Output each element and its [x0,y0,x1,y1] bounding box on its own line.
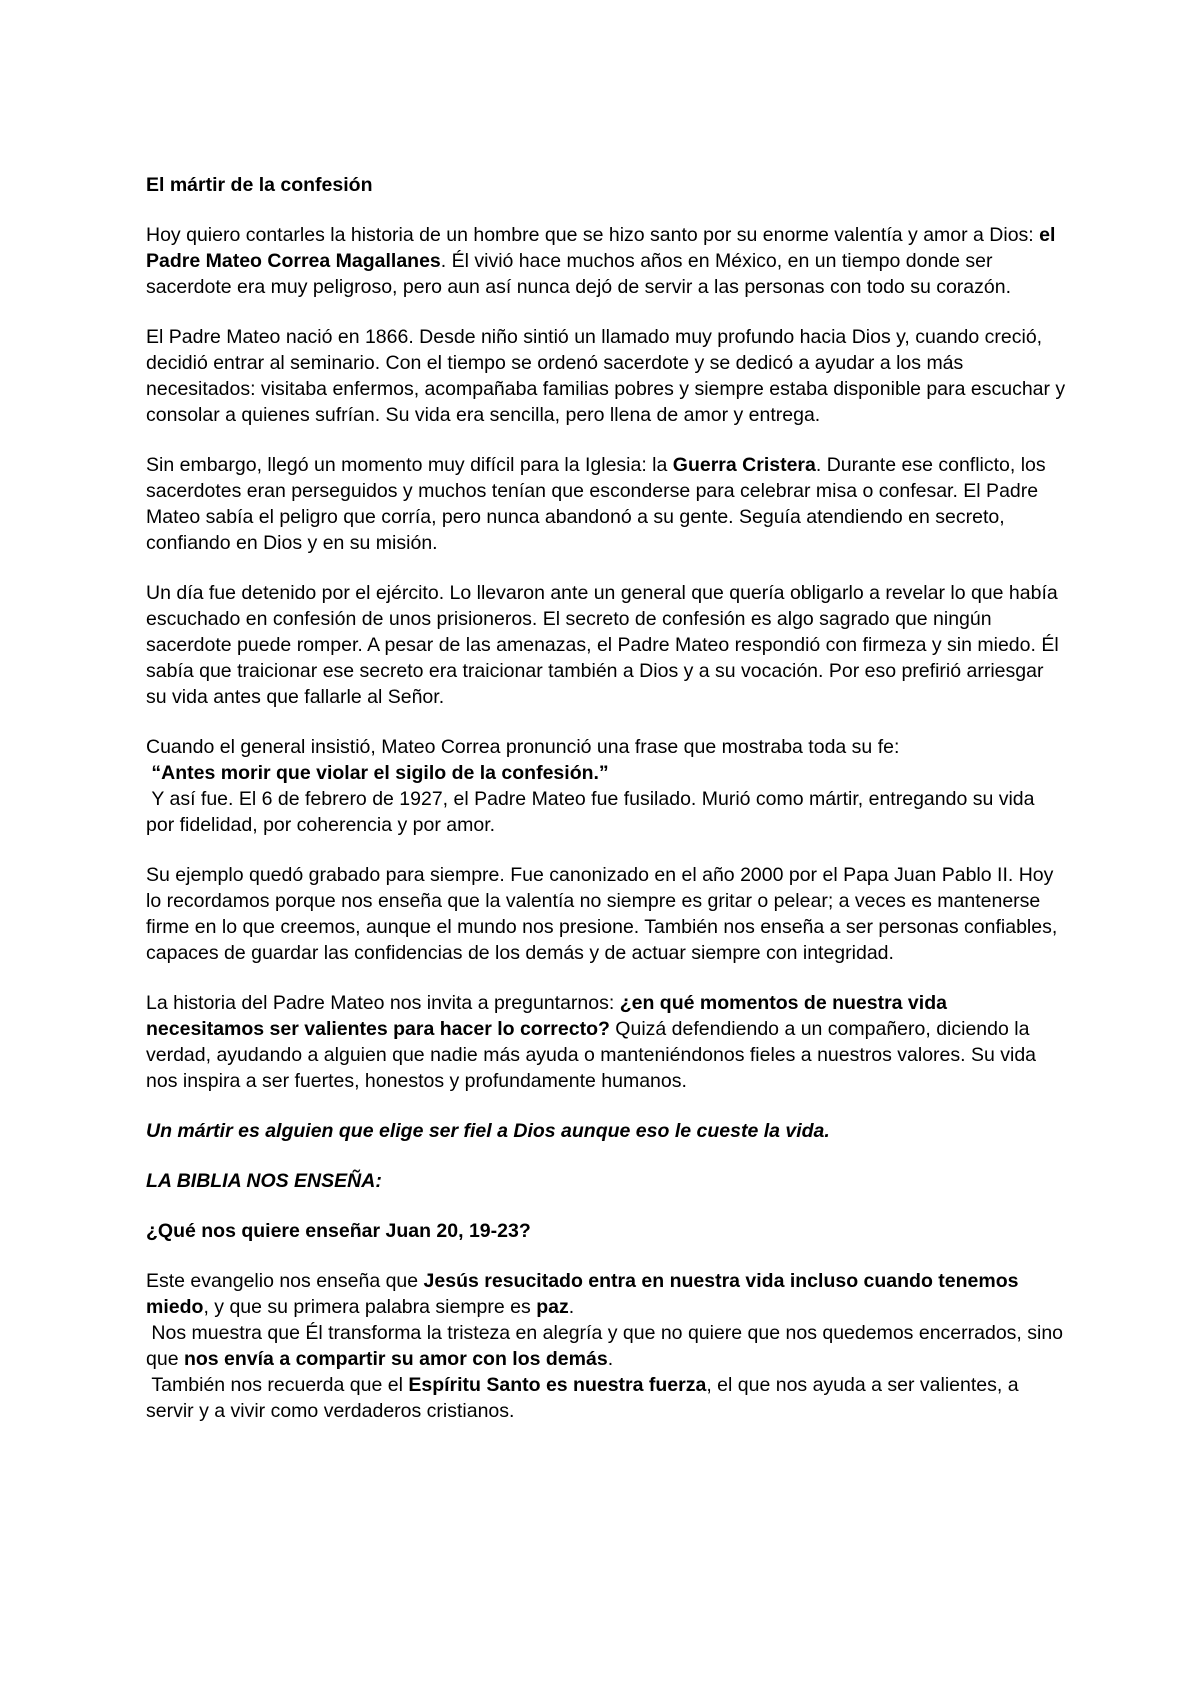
text-run: La historia del Padre Mateo nos invita a preguntarnos: [146,992,620,1014]
bold-phrase: Jesús resucitado entra en nuestra vida incluso cuando tenemos miedo [146,1270,1019,1318]
paragraph-gospel-2 [146,1320,1069,1372]
text-run: Quizá defendiendo a un compañero, diciendo la verdad, ayudando a alguien que nadie más ayuda o manteniéndonos fieles a nuestros valores. Su vida nos inspira a ser fuertes, honestos y profundamente humanos. [146,1018,1037,1092]
gospel-question: ¿Qué nos quiere enseñar Juan 20, 19-23? [146,1220,531,1242]
text-run: , y que su primera palabra siempre es [203,1296,537,1318]
bold-phrase: Espíritu Santo es nuestra fuerza [408,1374,707,1396]
paragraph-gospel [146,1268,1066,1320]
paragraph-reflection [146,990,1066,1094]
text-run: . [568,1296,575,1318]
bold-term: Guerra Cristera [672,454,816,476]
text-run: Hoy quiero contarles la historia de un hombre que se hizo santo por su enorme valentía y amor a Dios: [146,224,1040,246]
document-page [146,172,1069,1424]
text-run: . Él vivió hace muchos años en México, en un tiempo donde ser sacerdote era muy peligroso, pero aun así nunca dejó de servir a las personas con todo su corazón. [146,250,1012,298]
bold-phrase: nos envía a compartir su amor con los demás [183,1348,608,1370]
text-run: También nos recuerda que el [146,1374,409,1396]
martyr-definition: Un mártir es alguien que elige ser fiel a Dios aunque eso le cueste la vida. [146,1120,830,1142]
text-run: , el que nos ayuda a ser valientes, a servir y a vivir como verdaderos cristianos. [146,1374,1024,1422]
paragraph-canonization: Su ejemplo quedó grabado para siempre. Fue canonizado en el año 2000 por el Papa Juan Pablo II. Hoy lo recordamos porque nos enseña que la valentía no siempre es gritar o pelear; a veces es mantenerse firme en lo que creemos, aunque el mundo nos presione. También nos enseña a ser personas confiables, capaces de guardar las confidencias de los demás y de actuar siempre con integridad. [146,864,1058,964]
text-run: Este evangelio nos enseña que [146,1270,424,1292]
paragraph-gospel-3 [146,1372,1066,1424]
text-run: . [607,1348,614,1370]
text-run: Cuando el general insistió, Mateo Correa pronunció una frase que mostraba toda su fe: [146,736,900,758]
paragraph-martyrdom [146,734,1066,838]
paragraph-biography: El Padre Mateo nació en 1866. Desde niño sintió un llamado muy profundo hacia Dios y, cuando creció, decidió entrar al seminario. Con el tiempo se ordenó sacerdote y se dedicó a ayudar a los más necesitados: visitaba enfermos, acompañaba familias pobres y siempre estaba disponible para escuchar y consolar a quienes sufrían. Su vida era sencilla, pero llena de amor y entrega. [146,326,1066,426]
bold-question: ¿en qué momentos de nuestra vida necesitamos ser valientes para hacer lo correcto? [146,992,947,1040]
paragraph-arrest: Un día fue detenido por el ejército. Lo llevaron ante un general que quería obligarlo a revelar lo que había escuchado en confesión de unos prisioneros. El secreto de confesión es algo sagrado que ningún sacerdote puede romper. A pesar de las amenazas, el Padre Mateo respondió con firmeza y sin miedo. Él sabía que traicionar ese secreto era traicionar también a Dios y a su vocación. Por eso prefirió arriesgar su vida antes que fallarle al Señor. [146,582,1059,708]
document-title: El mártir de la confesión [146,174,373,196]
text-run: Y así fue. El 6 de febrero de 1927, el Padre Mateo fue fusilado. Murió como mártir, entregando su vida por fidelidad, por coherencia y por amor. [146,788,1040,836]
text-run: . Durante ese conflicto, los sacerdotes eran perseguidos y muchos tenían que esconderse para celebrar misa o confesar. El Padre Mateo sabía el peligro que corría, pero nunca abandonó a su gente. Seguía atendiendo en secreto, confiando en Dios y en su misión. [146,454,1046,554]
bold-word: paz [536,1296,569,1318]
bold-name: el Padre Mateo Correa Magallanes [146,224,1056,272]
paragraph-intro [146,222,1066,300]
text-run: Nos muestra que Él transforma la tristeza en alegría y que no quiere que nos quedemos encerrados, sino que [146,1322,1069,1370]
paragraph-cristero-war [146,452,1066,556]
text-run: Sin embargo, llegó un momento muy difícil para la Iglesia: la [146,454,673,476]
bible-heading: LA BIBLIA NOS ENSEÑA: [146,1170,382,1192]
bold-quote: “Antes morir que violar el sigilo de la confesión.” [146,762,609,784]
